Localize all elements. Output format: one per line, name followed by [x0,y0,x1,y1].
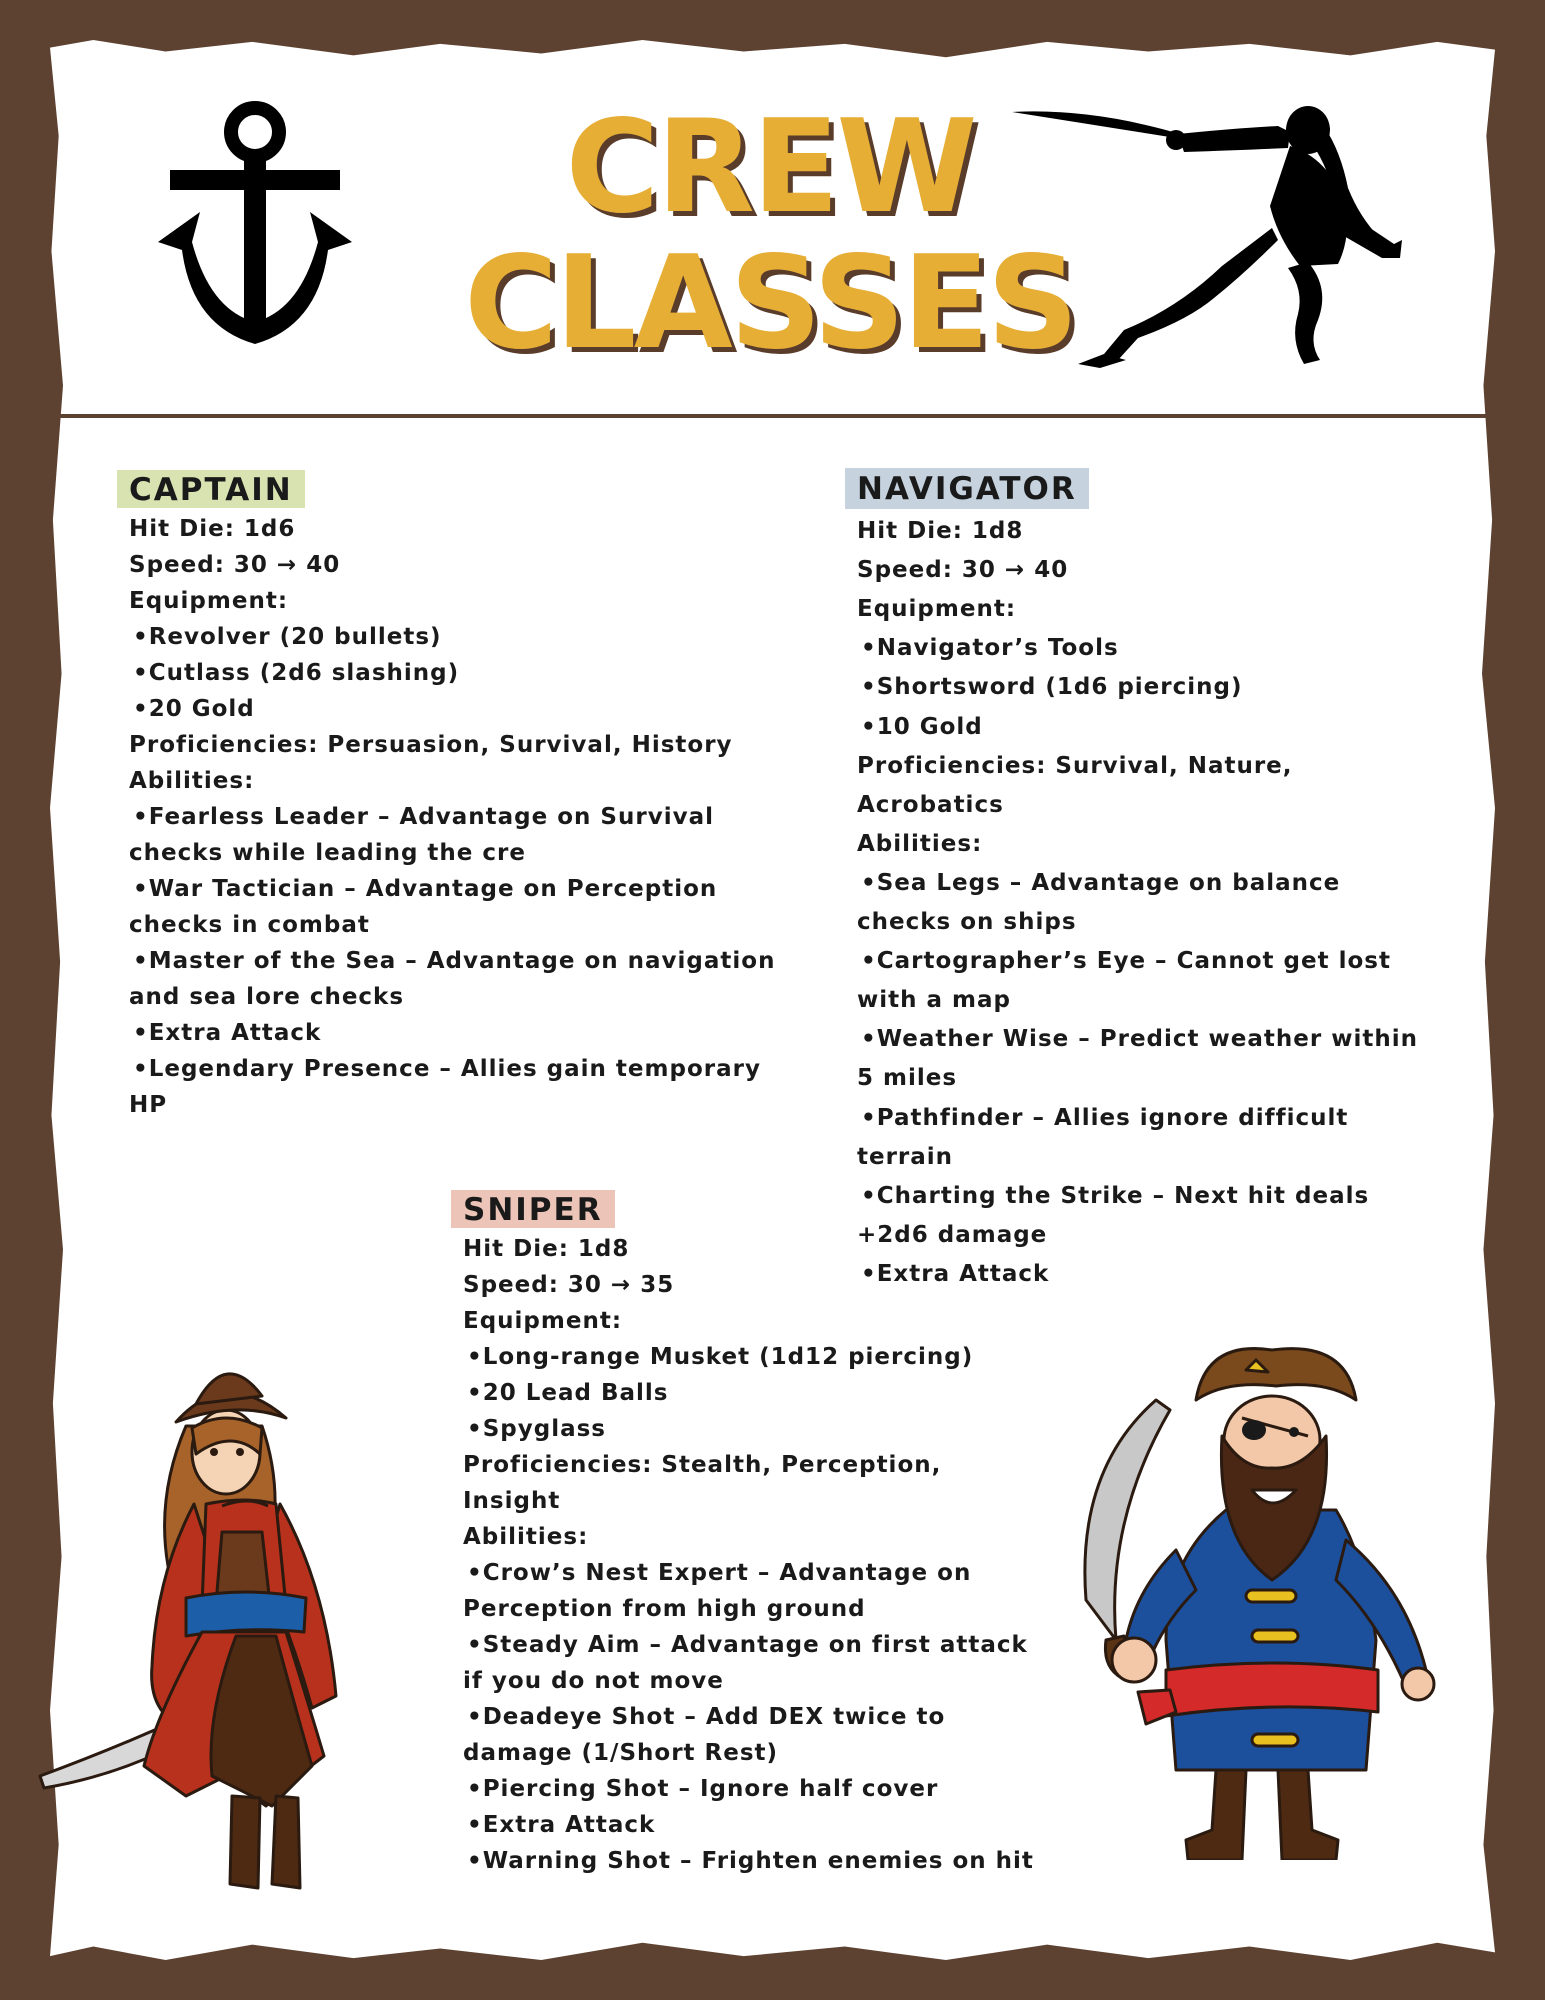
captain-ability-cont: and sea lore checks [129,984,405,1010]
sniper-ability-cont: Perception from high ground [463,1596,866,1622]
sniper-proficiencies-cont: Insight [463,1488,561,1514]
captain-ability-cont: checks while leading the cre [129,840,526,866]
sniper-ability: • Extra Attack [463,1807,1034,1843]
captain-hit-die: Hit Die: 1d6 [129,516,296,542]
navigator-equipment-label: Equipment: [857,596,1017,623]
captain-ability-cont: checks in combat [129,912,370,938]
navigator-proficiencies: Proficiencies: Survival, Nature, [857,752,1293,779]
navigator-ability: • Pathfinder – Allies ignore difficult [857,1099,1418,1138]
navigator-equipment-item: • 10 Gold [857,708,1418,747]
navigator-ability-cont: 5 miles [857,1065,958,1092]
sniper-speed: Speed: 30 → 35 [463,1272,675,1298]
captain-equipment-label: Equipment: [129,588,289,614]
sniper-ability: • Steady Aim – Advantage on first attack [463,1627,1034,1663]
female-pirate-illustration [36,1336,396,1896]
captain-speed: Speed: 30 → 40 [129,552,341,578]
title-line-1: CREW [565,93,975,242]
navigator-hit-die: Hit Die: 1d8 [857,518,1024,545]
navigator-heading: NAVIGATOR [845,468,1089,509]
navigator-ability: • Extra Attack [857,1255,1418,1294]
sniper-ability-cont: damage (1/Short Rest) [463,1740,779,1766]
captain-ability: • War Tactician – Advantage on Perception [129,871,775,907]
pirate-silhouette-icon [1008,98,1426,370]
sniper-proficiencies: Proficiencies: Stealth, Perception, [463,1452,942,1478]
navigator-section [857,468,1418,1294]
sniper-heading: SNIPER [451,1190,615,1228]
captain-equipment-item: • Cutlass (2d6 slashing) [129,655,775,691]
captain-ability: • Fearless Leader – Advantage on Survival [129,799,775,835]
sniper-abilities-label: Abilities: [463,1524,589,1550]
sniper-ability: • Piercing Shot – Ignore half cover [463,1771,1034,1807]
sniper-hit-die: Hit Die: 1d8 [463,1236,630,1262]
title-line-2: CLASSES [464,229,1076,378]
captain-ability: • Legendary Presence – Allies gain temporary [129,1051,775,1087]
navigator-ability-cont: checks on ships [857,909,1077,936]
navigator-equipment-item: • Shortsword (1d6 piercing) [857,668,1418,707]
sniper-equipment-label: Equipment: [463,1308,623,1334]
captain-proficiencies: Proficiencies: Persuasion, Survival, History [129,732,733,758]
sniper-ability: • Warning Shot – Frighten enemies on hit [463,1843,1034,1879]
captain-equipment-item: • Revolver (20 bullets) [129,619,775,655]
navigator-equipment-item: • Navigator’s Tools [857,629,1418,668]
anchor-icon [150,100,360,350]
sniper-equipment-item: • Spyglass [463,1411,1034,1447]
navigator-ability: • Sea Legs – Advantage on balance [857,864,1418,903]
navigator-ability: • Charting the Strike – Next hit deals [857,1177,1418,1216]
captain-equipment-item: • 20 Gold [129,691,775,727]
navigator-proficiencies-cont: Acrobatics [857,791,1004,818]
sniper-ability: • Deadeye Shot – Add DEX twice to [463,1699,1034,1735]
navigator-speed: Speed: 30 → 40 [857,557,1069,584]
navigator-ability: • Cartographer’s Eye – Cannot get lost [857,942,1418,981]
sniper-section [463,1190,1034,1879]
sniper-equipment-item: • 20 Lead Balls [463,1375,1034,1411]
navigator-ability-cont: with a map [857,987,1011,1014]
navigator-ability: • Weather Wise – Predict weather within [857,1020,1418,1059]
captain-ability: • Extra Attack [129,1015,775,1051]
sniper-ability: • Crow’s Nest Expert – Advantage on [463,1555,1034,1591]
navigator-ability-cont: +2d6 damage [857,1221,1048,1248]
captain-ability-cont: HP [129,1092,168,1118]
captain-section [129,470,775,1123]
captain-ability: • Master of the Sea – Advantage on navigation [129,943,775,979]
sniper-ability-cont: if you do not move [463,1668,724,1694]
navigator-ability-cont: terrain [857,1143,954,1170]
header-divider [50,414,1495,418]
sniper-equipment-item: • Long-range Musket (1d12 piercing) [463,1339,1034,1375]
captain-abilities-label: Abilities: [129,768,255,794]
captain-heading: CAPTAIN [117,470,305,508]
navigator-abilities-label: Abilities: [857,830,983,857]
bearded-pirate-illustration [1046,1340,1466,1860]
